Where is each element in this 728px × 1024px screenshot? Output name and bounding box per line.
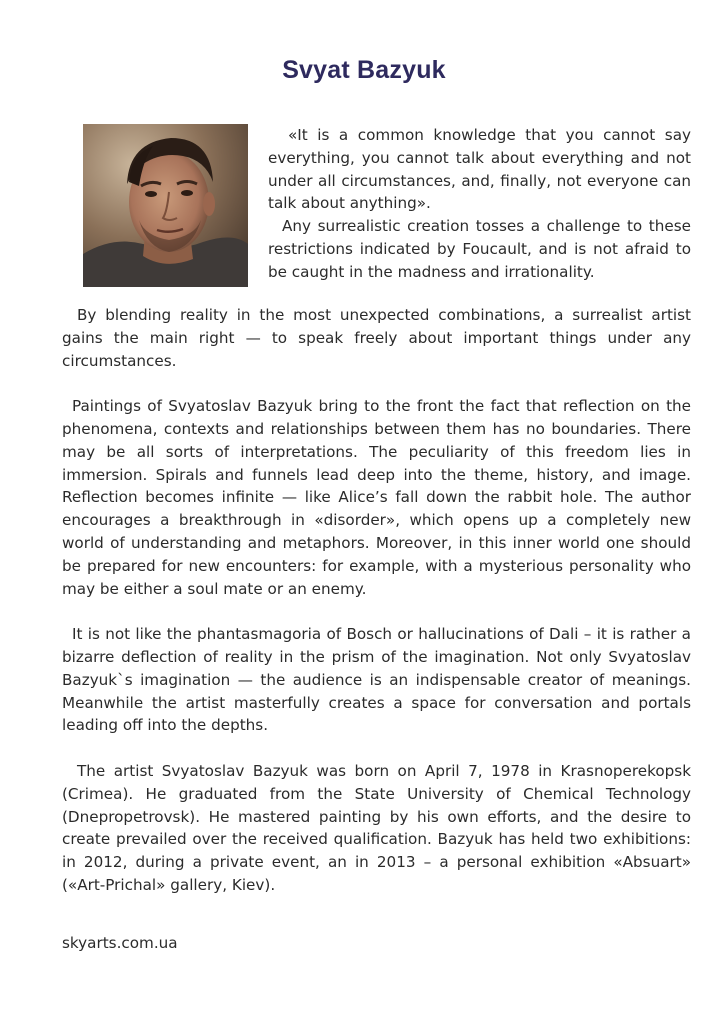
website-link[interactable]: skyarts.com.ua bbox=[62, 934, 178, 952]
paragraph-paintings: Paintings of Svyatoslav Bazyuk bring to the front the fact that reflection on the phenomena, contexts and relationships between them has no boundaries. There may be all sorts of interpretations. The peculiarity of this freedom lies in immersion. Spirals and funnels lead deep into the theme, history, and image. Reflection becomes infinite — like Alice’s fall down the rabbit hole. The author encourages a breakthrough in «disorder», which opens up a completely new world of understanding and metaphors. Moreover, in this inner world one should be prepared for new encounters: for example, with a mysterious personality who may be either a soul mate or an enemy. bbox=[62, 397, 691, 598]
paragraph-blending: By blending reality in the most unexpected combinations, a surrealist artist gains the main right — to speak freely about important things under any circumstances. bbox=[62, 306, 691, 370]
intro-challenge: Any surrealistic creation tosses a challenge to these restrictions indicated by Foucault, and is not afraid to be caught in the madness and irrationality. bbox=[268, 217, 691, 281]
intro-text-block bbox=[268, 124, 691, 284]
intro-quote: «It is a common knowledge that you cannot say everything, you cannot talk about everything and not under all circumstances, and, finally, not everyone can talk about anything». bbox=[268, 126, 691, 213]
artist-portrait bbox=[83, 124, 248, 287]
page-title: Svyat Bazyuk bbox=[282, 56, 446, 84]
article-body bbox=[62, 304, 691, 920]
paragraph-phantasmagoria: It is not like the phantasmagoria of Bosch or hallucinations of Dali – it is rather a bizarre deflection of reality in the prism of the imagination. Not only Svyatoslav Bazyuk`s imagination — the audience is an indispensable creator of meanings. Meanwhile the artist masterfully creates a space for conversation and portals leading off into the depths. bbox=[62, 625, 691, 735]
paragraph-biography: The artist Svyatoslav Bazyuk was born on April 7, 1978 in Krasnoperekopsk (Crimea). He graduated from the State University of Chemical Technology (Dnepropetrovsk). He mastered painting by his own efforts, and the desire to create prevailed over the received qualification. Bazyuk has held two exhibitions: in 2012, during a private event, an in 2013 – a personal exhibition «Absuart» («Art-Prichal» gallery, Kiev). bbox=[62, 761, 691, 894]
